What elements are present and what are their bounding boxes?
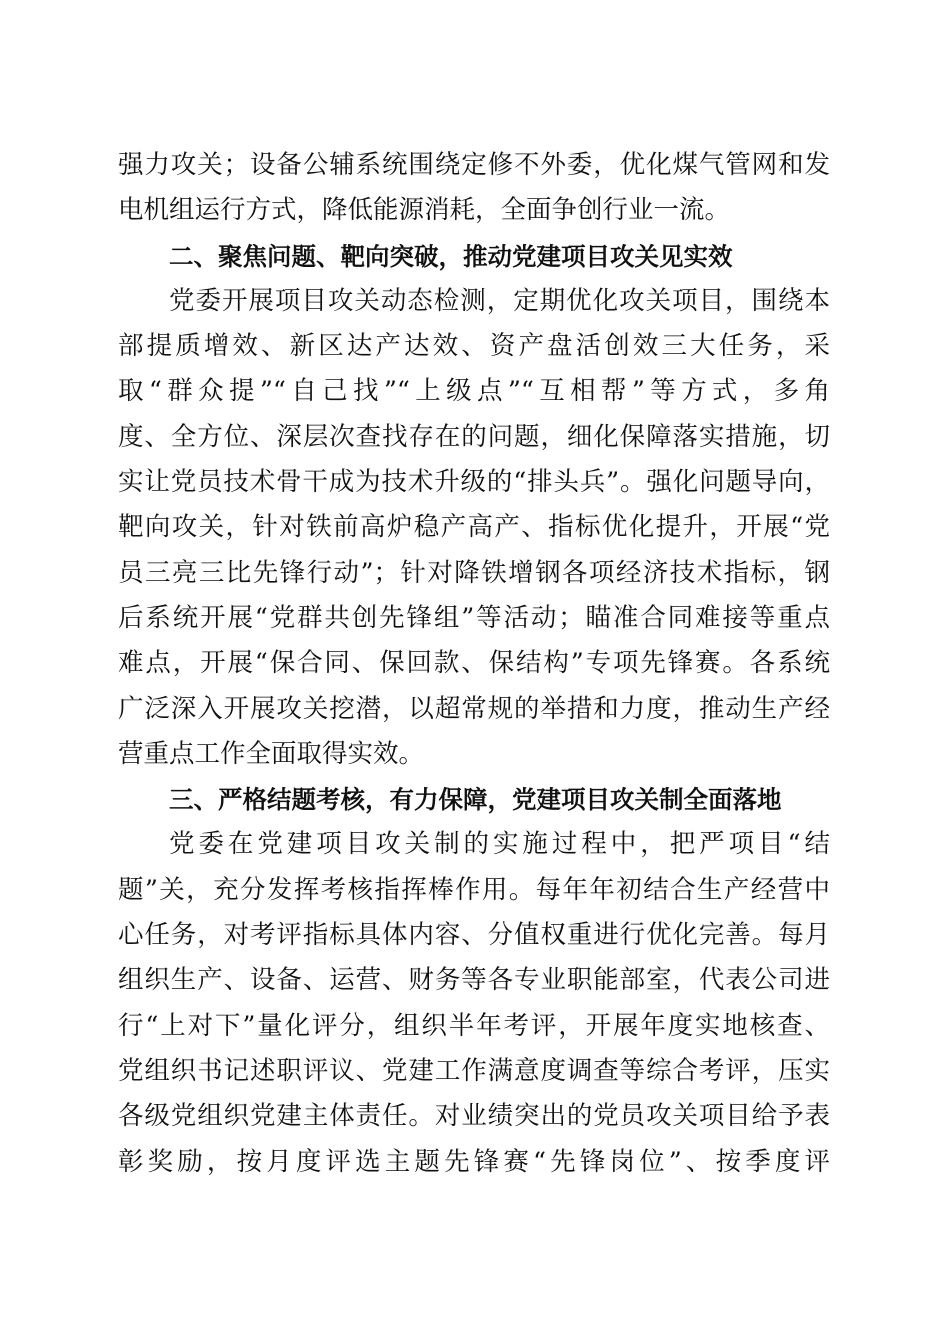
paragraph-line: 靶向攻关，针对铁前高炉稳产高产、指标优化提升，开展“党 <box>118 512 830 543</box>
paragraph-line: 彰奖励，按月度评选主题先锋赛“先锋岗位”、按季度评 <box>118 1146 830 1177</box>
paragraph-line: 组织生产、设备、运营、财务等各专业职能部室，代表公司进 <box>118 965 830 996</box>
paragraph-line: 员三亮三比先锋行动”；针对降铁增钢各项经济技术指标，钢 <box>118 557 830 588</box>
paragraph-line: 党组织书记述职评议、党建工作满意度调查等综合考评，压实 <box>118 1055 830 1086</box>
paragraph-line: 党委开展项目攻关动态检测，定期优化攻关项目，围绕本 <box>169 285 830 316</box>
paragraph-line: 题”关，充分发挥考核指挥棒作用。每年年初结合生产经营中 <box>118 874 830 905</box>
paragraph-line: 广泛深入开展攻关挖潜，以超常规的举措和力度，推动生产经 <box>118 693 830 724</box>
paragraph-line: 实让党员技术骨干成为技术升级的“排头兵”。强化问题导向， <box>118 467 830 498</box>
section-heading-3: 三、严格结题考核，有力保障，党建项目攻关制全面落地 <box>169 785 782 815</box>
paragraph-line: 营重点工作全面取得实效。 <box>118 738 425 769</box>
paragraph-line: 电机组运行方式，降低能源消耗，全面争创行业一流。 <box>118 195 731 226</box>
paragraph-line: 部提质增效、新区达产达效、资产盘活创效三大任务，采 <box>118 331 830 362</box>
document-body <box>118 143 830 1185</box>
paragraph-line: 度、全方位、深层次查找存在的问题，细化保障落实措施，切 <box>118 421 830 452</box>
paragraph-line: 心任务，对考评指标具体内容、分值权重进行优化完善。每月 <box>118 920 830 951</box>
paragraph-line: 强力攻关；设备公辅系统围绕定修不外委，优化煤气管网和发 <box>118 150 830 180</box>
paragraph-line: 各级党组织党建主体责任。对业绩突出的党员攻关项目给予表 <box>118 1101 830 1132</box>
paragraph-line: 党委在党建项目攻关制的实施过程中，把严项目“结 <box>169 829 830 860</box>
paragraph-line: 行“上对下”量化评分，组织半年考评，开展年度实地核查、 <box>118 1010 830 1041</box>
section-heading-2: 二、聚焦问题、靶向突破，推动党建项目攻关见实效 <box>169 241 733 271</box>
paragraph-line: 后系统开展“党群共创先锋组”等活动；瞄准合同难接等重点 <box>118 602 830 633</box>
paragraph-line: 难点，开展“保合同、保回款、保结构”专项先锋赛。各系统 <box>118 648 830 679</box>
paragraph-line: 取“群众提”“自己找”“上级点”“互相帮”等方式，多角 <box>118 376 830 407</box>
